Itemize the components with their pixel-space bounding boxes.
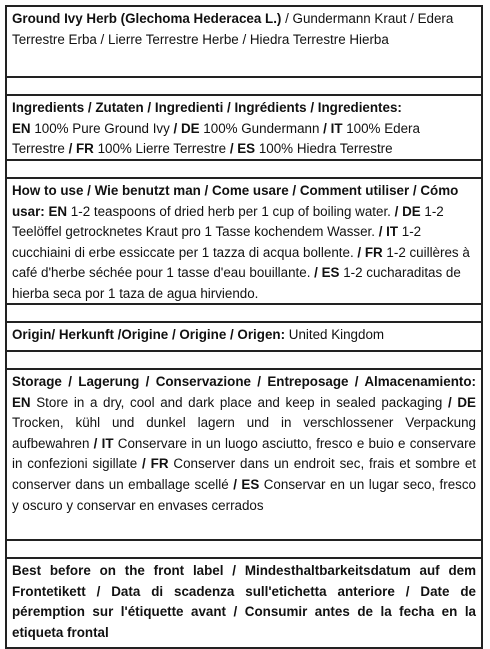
storage-en-text: Store in a dry, cool and dark place and keep in sealed packaging xyxy=(30,394,449,410)
storage-de-code: / DE xyxy=(448,394,476,410)
how-to-use-heading: How to use / Wie benutzt man / Come usare / Comment utiliser / Cómo usar: EN xyxy=(12,183,459,219)
section-divider xyxy=(7,541,481,559)
best-before-section xyxy=(7,559,481,647)
how-to-use-es-text: 1-2 cucharaditas de hierba seca por 1 taza de agua hirviendo. xyxy=(12,265,461,301)
how-to-use-section xyxy=(7,179,481,305)
storage-heading: Storage / Lagerung / Conservazione / Entreposage / Almacenamiento: EN xyxy=(12,374,476,410)
origin-heading: Origin/ Herkunft /Origine / Origine / Origen: xyxy=(12,327,286,342)
ingredients-fr-code: / FR xyxy=(68,141,94,157)
storage-fr-text: Conserver dans un endroit sec, frais et sombre et conserver dans un emballage scellé xyxy=(12,456,476,492)
section-divider xyxy=(7,78,481,96)
how-to-use-it-code: / IT xyxy=(378,224,399,240)
storage-it-code: / IT xyxy=(93,435,114,451)
storage-section xyxy=(7,370,481,541)
section-divider xyxy=(7,305,481,323)
how-to-use-en-text: 1-2 teaspoons of dried herb per 1 cup of boiling water. xyxy=(67,203,395,219)
storage-it-text: Conservare in un luogo asciutto, fresco e buio e conservare in confezioni sigillate xyxy=(12,435,476,472)
product-title-section xyxy=(7,7,481,78)
product-title-translations: / Gundermann Kraut / Edera Terrestre Erba / Lierre Terrestre Herbe / Hiedra Terrestre Hierba xyxy=(12,11,454,47)
best-before-text: Best before on the front label / Mindesthaltbarkeitsdatum auf dem Frontetikett / Data di scadenza sull'etichetta anteriore / Date de péremption sur l'étiquette avant / Consumir antes de la fecha en la etiqueta frontal xyxy=(12,563,476,640)
origin-section xyxy=(7,323,481,352)
storage-es-text: Conservar en un lugar seco, fresco y oscuro y conservar en envases cerrados xyxy=(12,476,476,513)
how-to-use-es-code: / ES xyxy=(314,265,340,281)
how-to-use-fr-text: 1-2 cuillères à café d'herbe séchée pour 1 tasse d'eau bouillante. xyxy=(12,244,470,281)
ingredients-es-text: 100% Hiedra Terrestre xyxy=(255,141,393,157)
product-title-bold: Ground Ivy Herb (Glechoma Hederacea L.) xyxy=(12,11,282,26)
section-divider xyxy=(7,161,481,179)
ingredients-section xyxy=(7,96,481,161)
ingredients-it-text: 100% Edera Terrestre xyxy=(12,120,420,157)
ingredients-en-text: 100% Pure Ground Ivy xyxy=(30,120,174,136)
ingredients-fr-text: 100% Lierre Terrestre xyxy=(93,141,230,157)
storage-de-text: Trocken, kühl und dunkel lagern und in verschlossener Verpackung aufbewahren xyxy=(12,415,476,451)
ingredients-de-code: / DE xyxy=(173,120,200,136)
storage-es-code: / ES xyxy=(233,476,260,492)
how-to-use-de-text: 1-2 Teelöffel getrocknetes Kraut pro 1 Tasse kochendem Wasser. xyxy=(12,203,444,240)
storage-fr-code: / FR xyxy=(142,456,169,472)
how-to-use-fr-code: / FR xyxy=(357,244,383,260)
ingredients-heading: Ingredients / Zutaten / Ingredienti / Ingrédients / Ingredientes: xyxy=(12,100,402,115)
product-label xyxy=(5,5,483,649)
ingredients-en-code: EN xyxy=(12,120,31,136)
ingredients-de-text: 100% Gundermann xyxy=(199,120,324,136)
section-divider xyxy=(7,352,481,370)
origin-value: United Kingdom xyxy=(285,327,385,342)
ingredients-es-code: / ES xyxy=(229,141,256,157)
how-to-use-de-code: / DE xyxy=(394,203,421,219)
how-to-use-it-text: 1-2 cucchiaini di erbe essiccate per 1 tazza di acqua bollente. xyxy=(12,224,422,260)
ingredients-it-code: / IT xyxy=(323,120,343,136)
